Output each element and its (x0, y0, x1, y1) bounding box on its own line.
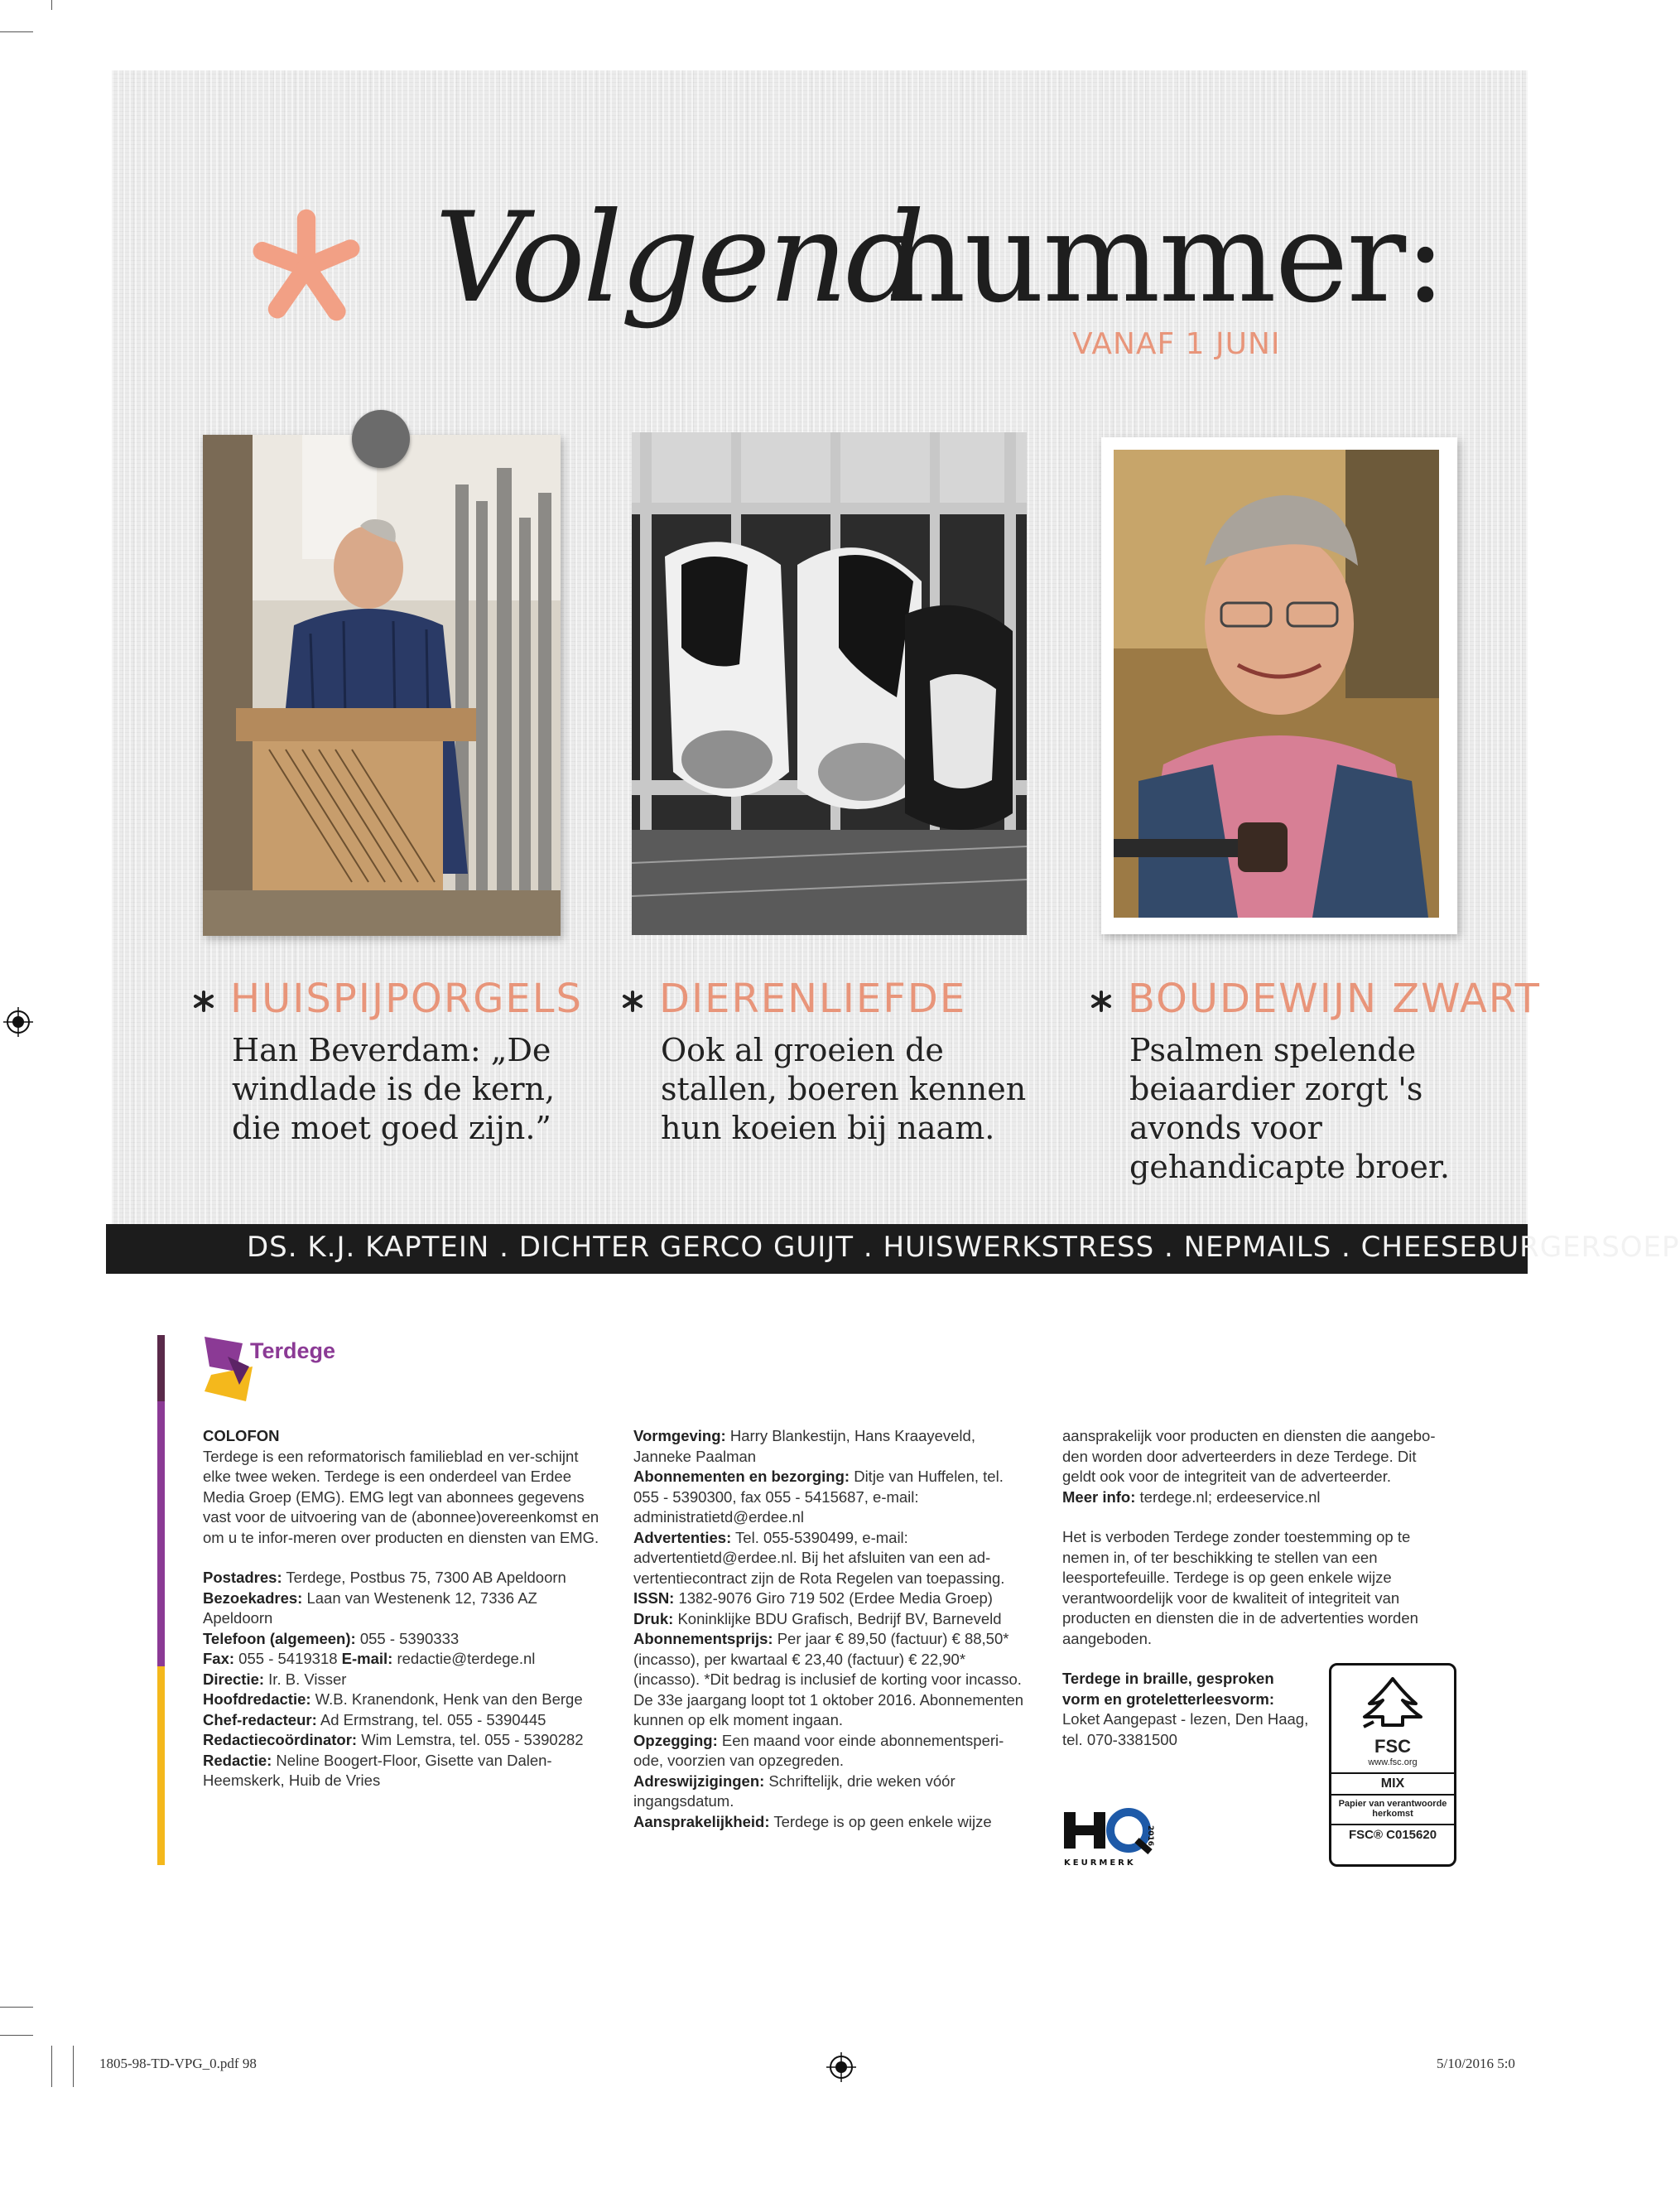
colofon-entry: Abonnementen en bezorging: Ditje van Huffelen, tel. 055 - 5390300, fax 055 - 5415687, e-mail: administratietd@erdee.nl (633, 1468, 1004, 1526)
colofon-entry: Fax: 055 - 5419318 E-mail: redactie@terdege.nl (203, 1650, 536, 1667)
photo-organ-builder (203, 435, 561, 936)
colofon-entry: Bezoekadres: Laan van Westenenk 12, 7336 AZ Apeldoorn (203, 1588, 537, 1627)
crop-mark (0, 2007, 33, 2008)
colofon-entry: Meer info: terdege.nl; erdeeservice.nl (1062, 1487, 1321, 1506)
colofon-entry: Chef-redacteur: Ad Ermstrang, tel. 055 - 5390445 (203, 1710, 546, 1728)
teaser-title: HUISPIJPORGELS (230, 976, 583, 1022)
colofon-entry: Druk: Koninklijke BDU Grafisch, Bedrijf BV, Barneveld (633, 1609, 1002, 1627)
topics-banner (106, 1224, 1680, 1274)
pushpin-icon (352, 410, 410, 468)
braille-label: Terdege in braille, gesproken vorm en groteletterleesvorm: (1062, 1670, 1275, 1708)
colofon-column-2 (633, 1426, 1031, 1832)
headline-roman: nummer: (886, 186, 1445, 330)
fsc-url: www.fsc.org (1368, 1757, 1418, 1767)
topics-banner-text: DS. K.J. KAPTEIN . DICHTER GERCO GUIJT . HUISWERKSTRESS . NEPMAILS . CHEESEBURGERSOEP (247, 1231, 1680, 1264)
terdege-logo-text: Terdege (250, 1338, 336, 1363)
crop-mark (0, 2035, 33, 2036)
asterisk-icon (248, 207, 364, 323)
photo-boudewijn-zwart (1114, 450, 1439, 918)
colofon-entry: Aansprakelijkheid: Terdege is op geen enkele wijze (633, 1812, 992, 1830)
teaser-title: BOUDEWIJN ZWART (1128, 976, 1541, 1022)
colofon-entry: Directie: Ir. B. Visser (203, 1670, 347, 1688)
headline-subtitle: VANAF 1 JUNI (1072, 327, 1281, 361)
fsc-description: Papier van verantwoorde herkomst (1338, 1799, 1447, 1819)
colofon-entry: Vormgeving: Harry Blankestijn, Hans Kraayeveld, Janneke Paalman (633, 1427, 975, 1465)
hq-year: 2016 (1146, 1825, 1154, 1847)
teaser-text: Han Beverdam: „De windlade is de kern, die moet goed zijn.” (232, 1032, 556, 1146)
teaser-text: Ook al groeien de stallen, boeren kennen hun koeien bij naam. (661, 1032, 1027, 1146)
teaser-title: DIERENLIEFDE (659, 976, 967, 1022)
asterisk-icon (621, 990, 644, 1013)
photo-cows (632, 432, 1027, 935)
colofon-entry: Opzegging: Een maand voor einde abonnementsperi-ode, voorzien van opzegreden. (633, 1731, 1004, 1769)
colofon-title: COLOFON (203, 1427, 280, 1444)
colofon-entry: Abonnementsprijs: Per jaar € 89,50 (factuur) € 88,50* (incasso), per kwartaal € 23,40 (factuur) € 22,90* (incasso). *Dit bedrag is inclusief de korting voor incasso. De 33e jaargang loopt tot 1 oktober 2016. Abonnementen kunnen op elk moment ingaan. (633, 1630, 1024, 1728)
colofon-paragraph: aansprakelijk voor producten en diensten die aangebo-den worden door adverteerders in deze Terdege. Dit geldt ook voor de integriteit van de adverteerder. (1062, 1427, 1436, 1485)
colofon-entry: Redactie: Neline Boogert-Floor, Gisette van Dalen-Heemskerk, Huib de Vries (203, 1751, 552, 1789)
footer-file-info: 1805-98-TD-VPG_0.pdf 98 (99, 2056, 257, 2071)
colofon-column-1 (203, 1426, 600, 1791)
colofon-entry: Telefoon (algemeen): 055 - 5390333 (203, 1629, 460, 1647)
colofon-entry: Redactiecoördinator: Wim Lemstra, tel. 055 - 5390282 (203, 1731, 584, 1748)
registration-mark-icon (826, 2052, 856, 2082)
hq-label: KEURMERK (1064, 1858, 1136, 1868)
asterisk-icon (1090, 990, 1113, 1013)
colofon-entry: Hoofdredactie: W.B. Kranendonk, Henk van den Berge (203, 1690, 583, 1708)
footer-date: 5/10/2016 5:0 (1437, 2056, 1515, 2071)
colofon-entry: Adreswijzigingen: Schriftelijk, drie weken vóór ingangsdatum. (633, 1772, 956, 1810)
crop-mark (51, 0, 52, 10)
fsc-title: FSC (1374, 1736, 1411, 1757)
fsc-code: FSC® C015620 (1331, 1824, 1454, 1842)
braille-value: Loket Aangepast - lezen, Den Haag, tel. 070-3381500 (1062, 1710, 1309, 1748)
fsc-badge (1329, 1663, 1456, 1867)
colofon-entry: Postadres: Terdege, Postbus 75, 7300 AB Apeldoorn (203, 1569, 566, 1586)
headline-italic: Volgend (435, 186, 923, 330)
color-bar (157, 1335, 165, 1865)
crop-mark (51, 2046, 52, 2087)
crop-mark (73, 2046, 74, 2087)
colofon-intro: Terdege is een reformatorisch familieblad en ver-schijnt elke twee weken. Terdege is een onderdeel van Erdee Media Groep (EMG). EMG legt van abonnees gegevens vast voor de uitvoering van de (abonnee)overeenkomst en om u te infor-meren over producten en diensten van EMG. (203, 1447, 599, 1546)
colofon-entry: Advertenties: Tel. 055-5390499, e-mail: advertentietd@erdee.nl. Bij het afsluiten van een ad-vertentiecontract zijn de Rota Regelen van toepassing. (633, 1528, 1005, 1587)
colofon-paragraph: Het is verboden Terdege zonder toestemming op te nemen in, of ter beschikking te stellen van een leesportefeuille. Terdege is op geen enkele wijze verantwoordelijk voor de kwaliteit of integriteit van producten en diensten die in de advertenties worden aangeboden. (1062, 1528, 1418, 1647)
fsc-tree-icon (1355, 1672, 1430, 1730)
teaser-text: Psalmen spelende beiaardier zorgt 's avonds voor gehandicapte broer. (1129, 1032, 1450, 1185)
hq-keurmerk-logo-icon (1062, 1807, 1158, 1869)
colofon-entry: ISSN: 1382-9076 Giro 719 502 (Erdee Media Groep) (633, 1589, 993, 1607)
fsc-mix: MIX (1331, 1772, 1454, 1796)
asterisk-icon (192, 990, 215, 1013)
crop-mark (0, 31, 33, 32)
registration-mark-icon (3, 1007, 33, 1037)
